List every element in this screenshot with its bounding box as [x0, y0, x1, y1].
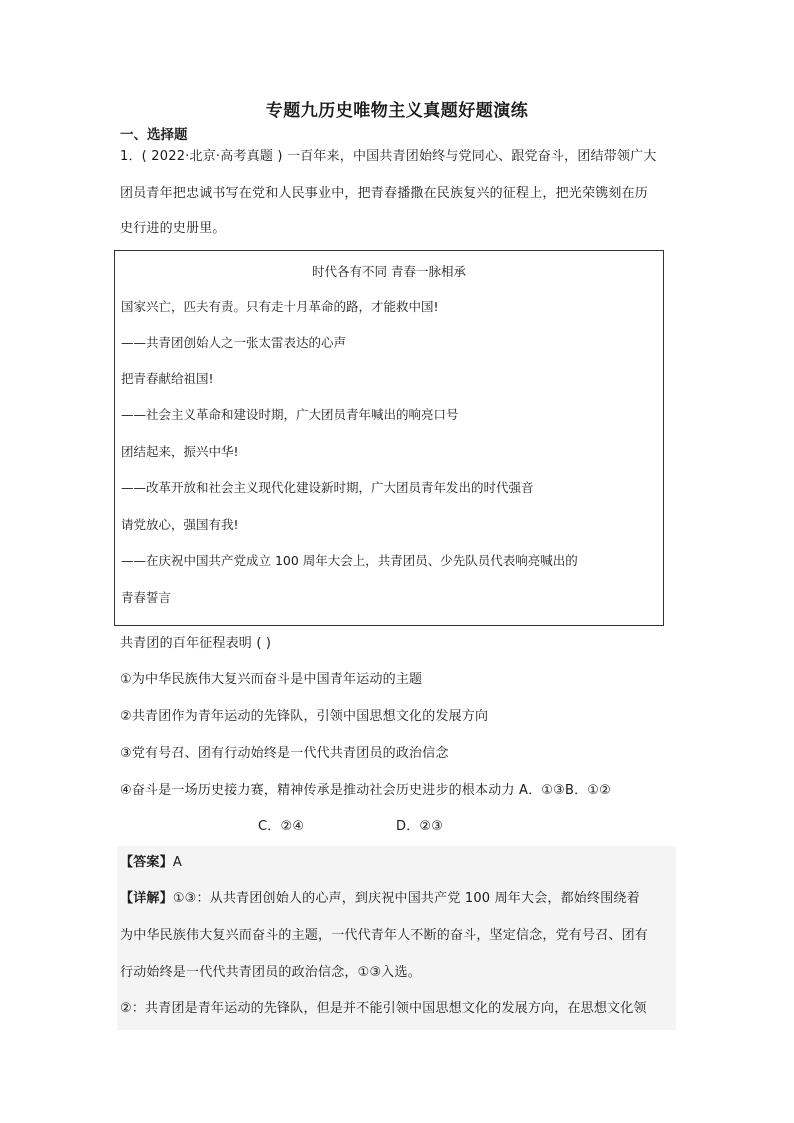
quote-box-line: 把青春献给祖国! [121, 371, 214, 386]
analysis-line [120, 887, 640, 906]
analysis-line: ②：共青团是青年运动的先锋队，但是并不能引领中国思想文化的发展方向，在思想文化领 [120, 1001, 647, 1016]
section-heading: 一、选择题 [120, 127, 188, 143]
quote-box-line: ——改革开放和社会主义现代化建设新时期，广大团员青年发出的时代强音 [121, 480, 534, 495]
question-prompt: 共青团的百年征程表明 ( ) [120, 636, 272, 651]
statement-4-with-options-ab: ④奋斗是一场历史接力赛，精神传承是推动社会历史进步的根本动力 A．①③B．①② [120, 783, 612, 798]
statement-3: ③党有号召、团有行动始终是一代代共青团员的政治信念 [120, 746, 449, 761]
answer-line [120, 851, 182, 870]
question-stem-line: 团员青年把忠诚书写在党和人民事业中，把青春播撒在民族复兴的征程上，把光荣镌刻在历 [120, 186, 649, 201]
option-c: C．②④ [258, 819, 305, 834]
statement-2: ②共青团作为青年运动的先锋队，引领中国思想文化的发展方向 [120, 709, 489, 724]
quote-box-line: 国家兴亡，匹夫有责。只有走十月革命的路，才能救中国! [121, 299, 439, 314]
option-d: D．②③ [396, 819, 444, 834]
question-stem-line: 1．( 2022·北京·高考真题 ) 一百年来，中国共青团始终与党同心、跟党奋斗，团结带领广大 [120, 149, 657, 164]
quote-box-line: 青春誓言 [121, 590, 172, 605]
quote-box-line: ——共青团创始人之一张太雷表达的心声 [121, 335, 347, 350]
answer-label: 【答案】 [120, 855, 173, 870]
quote-box-line: 请党放心，强国有我! [121, 517, 239, 532]
analysis-line: 行动始终是一代代共青团员的政治信念，①③入选。 [120, 965, 421, 980]
analysis-line: 为中华民族伟大复兴而奋斗的主题，一代代青年人不断的奋斗，坚定信念，党有号召、团有 [120, 928, 649, 943]
statement-1: ①为中华民族伟大复兴而奋斗是中国青年运动的主题 [120, 672, 423, 687]
analysis-label: 【详解】 [120, 891, 173, 906]
answer-value: A [172, 855, 182, 870]
document-title: 专题九历史唯物主义真题好题演练 [265, 101, 529, 121]
quote-box-line: ——在庆祝中国共产党成立 100 周年大会上，共青团员、少先队员代表响亮喊出的 [121, 553, 578, 568]
quote-box-line: 团结起来，振兴中华! [121, 444, 239, 459]
question-stem-line: 史行进的史册里。 [120, 221, 226, 236]
quote-box-line: ——社会主义革命和建设时期，广大团员青年喊出的响亮口号 [121, 407, 459, 422]
quote-box-title: 时代各有不同 青春一脉相承 [312, 264, 466, 279]
analysis-text: ①③：从共青团创始人的心声，到庆祝中国共产党 100 周年大会，都始终围绕着 [172, 891, 640, 906]
